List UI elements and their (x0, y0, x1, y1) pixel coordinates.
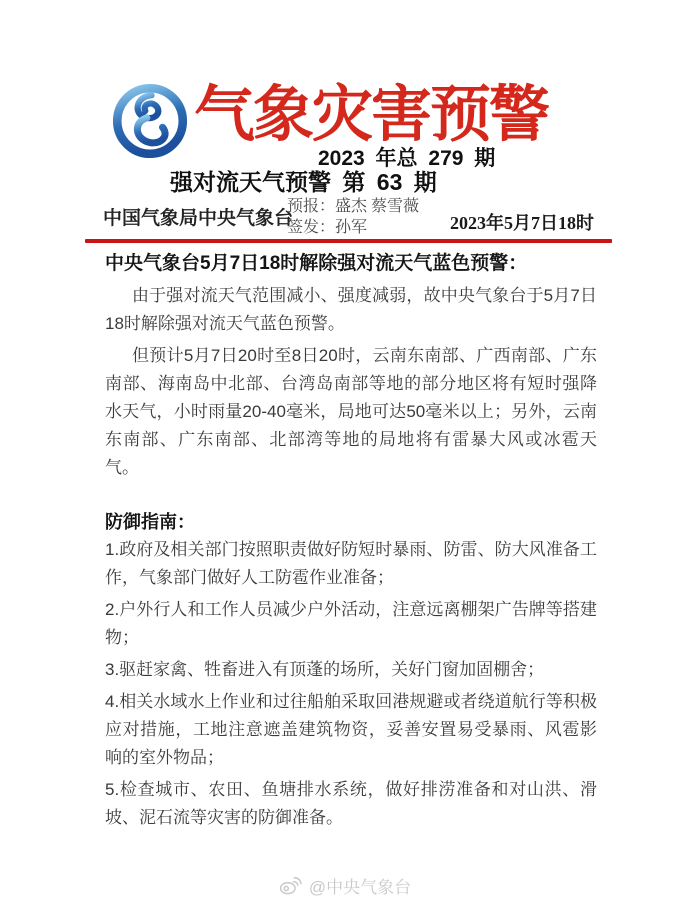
guide-item: 1.政府及相关部门按照职责做好防短时暴雨、防雷、防大风准备工作，气象部门做好人工防雹作业准备； (105, 540, 597, 587)
forecaster-label: 预报： (287, 198, 336, 215)
guide-item: 2.户外行人和工作人员减少户外活动，注意远离棚架广告牌等搭建物； (105, 600, 597, 647)
signer-name: 孙军 (335, 219, 368, 236)
issue-number: 2023 年总 279 期 (318, 147, 496, 170)
forecaster-names: 盛杰 蔡雪薇 (335, 198, 420, 215)
header-divider (85, 239, 612, 243)
guide-item: 3.驱赶家禽、牲畜进入有顶蓬的场所，关好门窗加固棚舍； (105, 660, 545, 679)
guide-title: 防御指南： (105, 512, 195, 532)
bulletin-headline: 中央气象台5月7日18时解除强对流天气蓝色预警： (105, 253, 528, 274)
guide-item: 5.检查城市、农田、鱼塘排水系统，做好排涝准备和对山洪、滑坡、泥石流等灾害的防御准备。 (105, 780, 597, 827)
watermark-text: @中央气象台 (308, 877, 412, 897)
watermark (0, 870, 690, 900)
issue-datetime: 2023年5月7日18时 (450, 213, 594, 233)
weibo-icon (279, 875, 303, 895)
cma-logo-icon (110, 82, 190, 160)
paragraph: 由于强对流天气范围减小、强度减弱，故中央气象台于5月7日18时解除强对流天气蓝色预警。 (105, 286, 597, 333)
signer-label: 签发： (287, 219, 336, 236)
signers-block (287, 196, 419, 238)
bulletin-body (105, 250, 597, 836)
forecaster-line (287, 196, 419, 217)
issuing-org: 中国气象局中央气象台 (103, 208, 294, 229)
signer-line (287, 217, 419, 238)
paragraph: 但预计5月7日20时至8日20时，云南东南部、广西南部、广东南部、海南岛中北部、台湾岛南部等地的部分地区将有短时强降水天气，小时雨量20-40毫米，局地可达50毫米以上；另外，云南东南部、广东南部、北部湾等地的局地将有雷暴大风或冰雹天气。 (105, 346, 597, 477)
guide-item: 4.相关水域水上作业和过往船舶采取回港规避或者绕道航行等积极应对措施，工地注意遮盖建筑物资，妥善安置易受暴雨、风雹影响的室外物品； (105, 692, 597, 767)
banner-title: 气象灾害预警 (194, 82, 549, 149)
bulletin-subtitle: 强对流天气预警 第 63 期 (170, 169, 437, 195)
